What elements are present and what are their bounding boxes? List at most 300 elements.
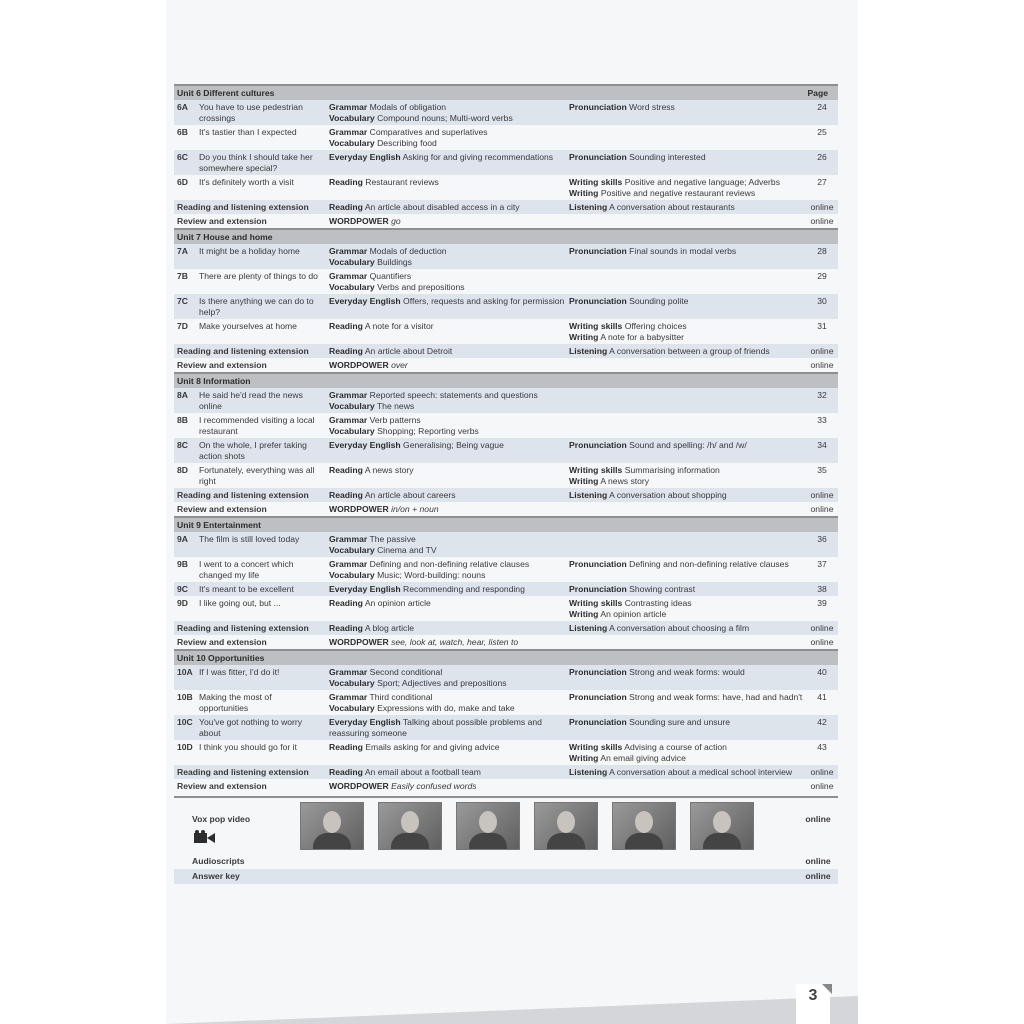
language-cell [326,125,566,150]
review-label: Review and extension [177,216,267,226]
lesson-row [174,438,838,463]
audioscripts-page: online [805,856,831,866]
skill-label: Writing skills [569,321,623,331]
skill-line [329,246,566,257]
language-cell [326,557,566,582]
skill-text: An article about disabled access in a city [364,202,520,212]
lesson-row [174,175,838,200]
review-page: online [810,360,834,370]
extension-row [174,200,838,214]
page-ref: 27 [817,177,827,187]
lesson-code: 9C [177,584,188,594]
skill-text: Positive and negative restaurant reviews [600,188,756,198]
skill-line [569,623,806,634]
skill-text: Reported speech: statements and questions [369,390,538,400]
skill-label: Listening [569,767,608,777]
left-margin [0,0,166,1024]
skill-label: Everyday English [329,296,401,306]
unit-heading [174,84,838,100]
lesson-code: 8A [177,390,188,400]
lesson-code: 10A [177,667,193,677]
skill-line [569,321,806,332]
lesson-code: 7B [177,271,188,281]
skill-text: Restaurant reviews [365,177,439,187]
lesson-cell [174,294,326,319]
extension-listening [566,200,806,214]
skill-label: Grammar [329,667,368,677]
skill-label: Pronunciation [569,440,627,450]
skills-cell [566,319,806,344]
language-cell [326,269,566,294]
skill-text: An article about Detroit [364,346,453,356]
skill-text: Asking for and giving recommendations [402,152,554,162]
skill-line [329,296,566,307]
skill-line [329,346,566,357]
video-thumbnail[interactable] [378,802,442,850]
lesson-cell [174,463,326,488]
lesson-title: I went to a concert which changed my life [199,559,294,580]
lesson-title: You have to use pedestrian crossings [199,102,303,123]
lesson-row [174,740,838,765]
review-empty [566,214,806,217]
wordpower-cell [326,779,566,793]
skill-label: Vocabulary [329,257,375,267]
review-empty [566,779,806,782]
extension-row [174,344,838,358]
skills-cell [566,150,806,164]
language-cell [326,596,566,610]
skill-line [329,667,566,678]
skill-text: A conversation between a group of friends [609,346,770,356]
language-cell [326,715,566,740]
wordpower-label: WORDPOWER [329,637,389,647]
lesson-title: I recommended visiting a local restaurant [199,415,315,436]
lesson-code: 8B [177,415,188,425]
language-cell [326,175,566,189]
unit-title: Unit 10 Opportunities [177,653,265,663]
review-empty [566,502,806,505]
skill-text: A conversation about shopping [609,490,727,500]
lesson-row [174,557,838,582]
video-thumbnail[interactable] [690,802,754,850]
skill-line [569,584,806,595]
skill-text: Sounding sure and unsure [629,717,730,727]
skill-text: Compound nouns; Multi-word verbs [377,113,513,123]
unit-title: Unit 7 House and home [177,232,273,242]
skill-text: Recommending and responding [403,584,525,594]
wordpower-text: Easily confused words [391,781,477,791]
review-row [174,214,838,228]
lesson-row [174,463,838,488]
table-of-contents [174,84,838,884]
language-cell [326,244,566,269]
skills-cell [566,715,806,729]
page-ref: 43 [817,742,827,752]
skill-label: Pronunciation [569,246,627,256]
skill-label: Grammar [329,271,368,281]
lesson-cell [174,413,326,438]
page-ref: 28 [817,246,827,256]
skill-label: Writing [569,609,599,619]
skill-line [329,678,566,689]
skill-label: Pronunciation [569,584,627,594]
unit-heading [174,516,838,532]
skill-text: A note for a babysitter [600,332,684,342]
skills-cell [566,740,806,765]
skill-line [329,570,566,581]
skill-line [329,717,566,739]
language-cell [326,463,566,477]
extension-listening [566,765,806,779]
skill-line [569,767,806,778]
skill-line [569,102,806,113]
extension-reading [326,200,566,214]
skills-cell [566,125,806,128]
review-row [174,358,838,372]
language-cell [326,100,566,125]
skill-text: A news story [600,476,650,486]
lesson-row [174,294,838,319]
skill-line [569,609,806,620]
skill-label: Pronunciation [569,296,627,306]
extension-label: Reading and listening extension [177,202,309,212]
extension-label: Reading and listening extension [177,346,309,356]
skill-line [329,202,566,213]
skill-line [329,545,566,556]
lesson-row [174,100,838,125]
skill-label: Writing skills [569,598,623,608]
skill-text: Offers, requests and asking for permission [403,296,565,306]
skills-cell [566,388,806,391]
lesson-cell [174,150,326,175]
extension-label: Reading and listening extension [177,490,309,500]
skill-label: Writing [569,332,599,342]
lesson-cell [174,175,326,189]
skill-label: Listening [569,202,608,212]
skill-text: Cinema and TV [377,545,437,555]
lesson-code: 9D [177,598,188,608]
wordpower-cell [326,502,566,516]
page-number: 3 [796,984,830,1024]
skill-label: Pronunciation [569,667,627,677]
skill-label: Reading [329,177,363,187]
skill-label: Grammar [329,102,368,112]
language-cell [326,294,566,308]
skill-line [569,559,806,570]
skill-line [329,534,566,545]
skill-line [329,257,566,268]
video-thumbnail[interactable] [534,802,598,850]
skill-text: Music; Word-building: nouns [377,570,486,580]
page-ref: 26 [817,152,827,162]
skill-line [329,559,566,570]
skill-text: Describing food [377,138,437,148]
skill-line [329,598,566,609]
skill-label: Writing skills [569,742,623,752]
lesson-code: 10B [177,692,193,702]
extension-page: online [810,767,834,777]
skill-text: An email giving advice [600,753,686,763]
skill-label: Writing [569,476,599,486]
skills-cell [566,438,806,452]
skill-label: Everyday English [329,584,401,594]
skill-label: Reading [329,465,363,475]
skill-text: An article about careers [364,490,456,500]
lesson-row [174,596,838,621]
skill-label: Reading [329,742,363,752]
review-page: online [810,781,834,791]
extension-row [174,765,838,779]
skill-text: Strong and weak forms: would [629,667,745,677]
wordpower-cell [326,358,566,372]
skill-label: Listening [569,346,608,356]
skill-label: Vocabulary [329,401,375,411]
skill-text: Sound and spelling: /h/ and /w/ [629,440,747,450]
skill-line [569,476,806,487]
lesson-code: 6B [177,127,188,137]
skill-label: Reading [329,490,363,500]
skill-line [329,426,566,437]
vox-pop-section [174,796,838,884]
unit-heading [174,649,838,665]
skill-label: Writing [569,188,599,198]
skill-text: Strong and weak forms: have, had and hadn't [629,692,803,702]
skill-label: Vocabulary [329,703,375,713]
lesson-cell [174,740,326,754]
skill-text: Positive and negative language; Adverbs [624,177,780,187]
lesson-cell [174,319,326,333]
extension-row [174,621,838,635]
review-label: Review and extension [177,504,267,514]
extension-listening [566,488,806,502]
review-label: Review and extension [177,637,267,647]
lesson-cell [174,100,326,125]
lesson-code: 10C [177,717,193,727]
answer-key-label: Answer key [192,871,240,881]
wordpower-cell [326,214,566,228]
wordpower-label: WORDPOWER [329,360,389,370]
lesson-cell [174,388,326,413]
skills-cell [566,596,806,621]
review-row [174,779,838,793]
skill-line [329,282,566,293]
lesson-title: It's tastier than I expected [199,127,297,137]
thumbnail-body [469,833,507,850]
skill-text: The news [376,401,415,411]
skill-text: Buildings [377,257,412,267]
lesson-title: It might be a holiday home [199,246,300,256]
lesson-title: Is there anything we can do to help? [199,296,314,317]
lesson-row [174,582,838,596]
vox-pop-thumbnails [300,802,754,850]
skill-line [329,465,566,476]
skill-line [569,490,806,501]
skill-label: Pronunciation [569,692,627,702]
skill-text: A conversation about choosing a film [609,623,750,633]
skill-label: Everyday English [329,152,401,162]
extension-label: Reading and listening extension [177,623,309,633]
page-ref: 35 [817,465,827,475]
skill-text: The passive [369,534,416,544]
unit-title: Unit 8 Information [177,376,251,386]
language-cell [326,582,566,596]
page-ref: 38 [817,584,827,594]
lesson-cell [174,557,326,582]
skill-line [329,703,566,714]
page-corner [822,984,832,994]
skills-cell [566,665,806,679]
skill-line [329,390,566,401]
lesson-code: 7A [177,246,188,256]
wordpower-cell [326,635,566,649]
lesson-title: I think you should go for it [199,742,297,752]
skill-text: Sounding interested [629,152,706,162]
skill-label: Vocabulary [329,678,375,688]
extension-label: Reading and listening extension [177,767,309,777]
lesson-title: If I was fitter, I'd do it! [199,667,280,677]
review-row [174,635,838,649]
lesson-code: 8D [177,465,188,475]
skill-label: Writing skills [569,465,623,475]
skill-label: Grammar [329,559,368,569]
lesson-cell [174,244,326,258]
extension-reading [326,621,566,635]
skill-label: Grammar [329,415,368,425]
page-ref: 29 [817,271,827,281]
lesson-title: Fortunately, everything was all right [199,465,315,486]
lesson-cell [174,125,326,139]
skill-label: Listening [569,490,608,500]
unit-title: Unit 6 Different cultures [177,88,275,98]
skill-label: Reading [329,767,363,777]
skill-line [569,753,806,764]
extension-reading [326,488,566,502]
thumbnail-face [635,811,653,833]
skills-cell [566,244,806,258]
skill-line [569,440,806,451]
language-cell [326,150,566,164]
extension-reading [326,765,566,779]
lesson-cell [174,269,326,283]
skills-cell [566,463,806,488]
skill-text: Showing contrast [629,584,696,594]
language-cell [326,319,566,333]
audioscripts-row [174,854,838,869]
skill-text: A conversation about restaurants [609,202,735,212]
skill-label: Everyday English [329,440,401,450]
skill-text: Word stress [629,102,675,112]
lesson-code: 9B [177,559,188,569]
thumbnail-face [557,811,575,833]
vox-pop-row [174,802,838,854]
unit-title: Unit 9 Entertainment [177,520,262,530]
extension-page: online [810,346,834,356]
page-ref: 36 [817,534,827,544]
skill-text: Emails asking for and giving advice [365,742,500,752]
thumbnail-body [391,833,429,850]
skill-line [329,102,566,113]
skill-line [329,113,566,124]
lesson-title: It's meant to be excellent [199,584,294,594]
skills-cell [566,532,806,535]
lesson-code: 6C [177,152,188,162]
wordpower-label: WORDPOWER [329,216,389,226]
skill-line [329,138,566,149]
page-ref: 32 [817,390,827,400]
review-page: online [810,504,834,514]
lesson-cell [174,690,326,715]
lesson-row [174,690,838,715]
video-thumbnail[interactable] [456,802,520,850]
lesson-code: 8C [177,440,188,450]
skill-line [329,584,566,595]
lesson-cell [174,438,326,463]
lesson-title: He said he'd read the news online [199,390,303,411]
right-margin [858,0,1024,1024]
lesson-title: Do you think I should take her somewhere special? [199,152,313,173]
page-column-header: Page [807,88,828,98]
page-ref: 30 [817,296,827,306]
skill-line [329,742,566,753]
skill-text: Contrasting ideas [624,598,692,608]
review-label: Review and extension [177,781,267,791]
video-thumbnail[interactable] [300,802,364,850]
skill-text: Expressions with do, make and take [377,703,515,713]
lesson-title: You've got nothing to worry about [199,717,303,738]
skill-line [569,717,806,728]
skill-text: Quantifiers [369,271,412,281]
vox-pop-page: online [805,814,831,824]
lesson-title: On the whole, I prefer taking action shots [199,440,307,461]
review-empty [566,635,806,638]
lesson-code: 6D [177,177,188,187]
skill-label: Writing skills [569,177,623,187]
lesson-code: 7C [177,296,188,306]
skill-line [569,598,806,609]
skill-text: A news story [364,465,414,475]
lesson-row [174,413,838,438]
skill-line [329,401,566,412]
language-cell [326,665,566,690]
skill-line [329,321,566,332]
skill-text: A note for a visitor [364,321,434,331]
extension-page: online [810,623,834,633]
skill-label: Vocabulary [329,282,375,292]
thumbnail-body [703,833,741,850]
skill-line [329,415,566,426]
skill-line [329,152,566,163]
page-ref: 37 [817,559,827,569]
skill-text: Third conditional [369,692,433,702]
skills-cell [566,413,806,416]
skill-text: Talking about possible problems and reassuring someone [329,717,542,738]
lesson-title: There are plenty of things to do [199,271,318,281]
skill-line [329,490,566,501]
lesson-row [174,150,838,175]
audioscripts-label: Audioscripts [192,856,245,866]
thumbnail-face [401,811,419,833]
lesson-row [174,269,838,294]
skill-line [569,177,806,188]
skill-text: Sport; Adjectives and prepositions [377,678,507,688]
lesson-title: I like going out, but ... [199,598,281,608]
thumbnail-face [479,811,497,833]
lesson-row [174,319,838,344]
extension-page: online [810,490,834,500]
answer-key-page: online [805,871,831,881]
video-thumbnail[interactable] [612,802,676,850]
review-label: Review and extension [177,360,267,370]
